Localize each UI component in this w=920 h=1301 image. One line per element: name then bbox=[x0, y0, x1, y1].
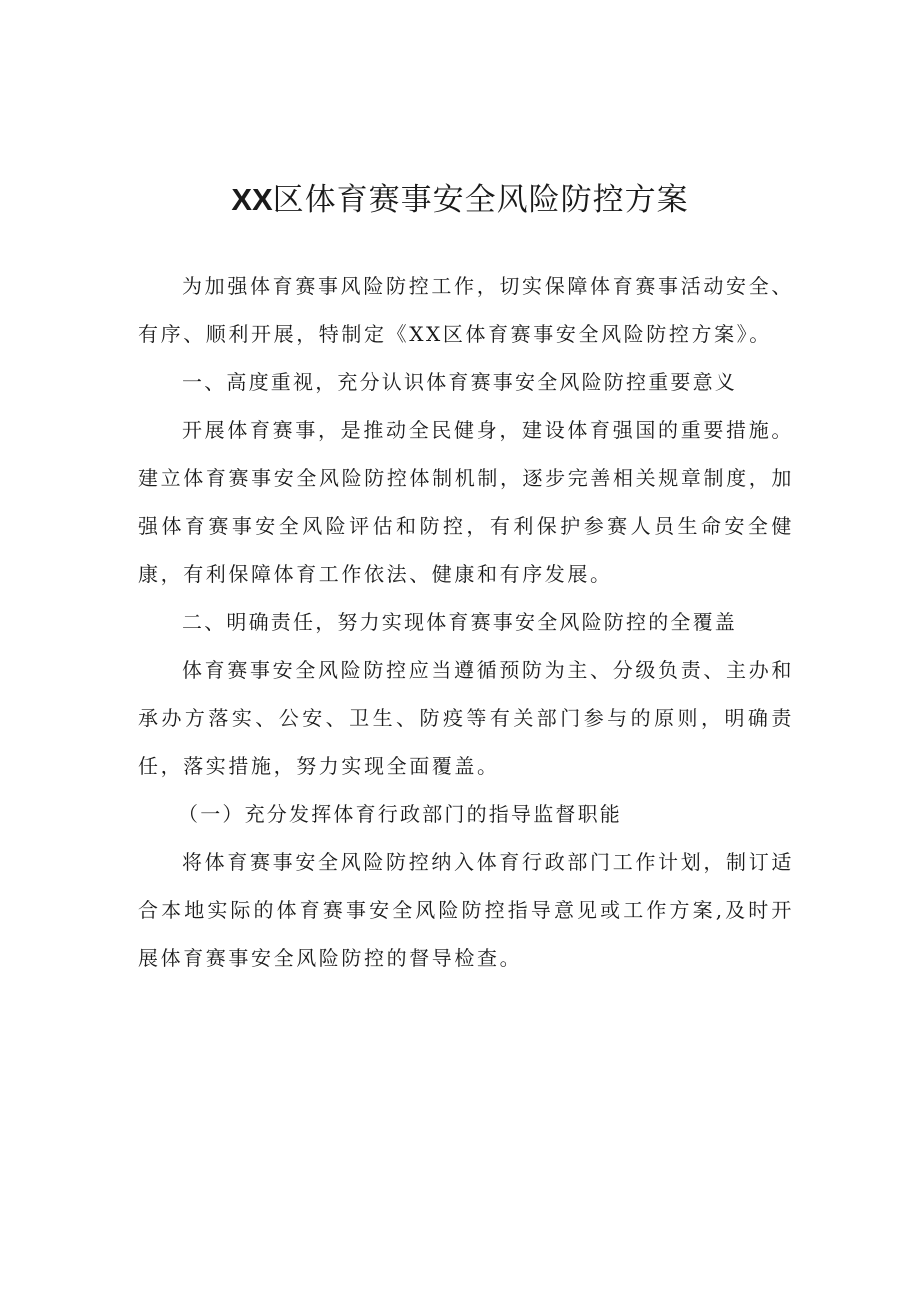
document-title bbox=[0, 178, 920, 222]
section-1-heading: 一、高度重视，充分认识体育赛事安全风险防控重要意义 bbox=[182, 370, 737, 394]
section-1-paragraph: 开展体育赛事，是推动全民健身，建设体育强国的重要措施。建立体育赛事安全风险防控体制机制，逐步完善相关规章制度，加强体育赛事安全风险评估和防控，有利保护参赛人员生命安全健康，有利保障体育工作依法、健康和有序发展。 bbox=[138, 418, 794, 586]
subsection-1-paragraph: 将体育赛事安全风险防控纳入体育行政部门工作计划，制订适合本地实际的体育赛事安全风险防控指导意见或工作方案,及时开展体育赛事安全风险防控的督导检查。 bbox=[138, 850, 794, 970]
title-prefix: XX bbox=[231, 182, 273, 217]
section-2-heading: 二、明确责任，努力实现体育赛事安全风险防控的全覆盖 bbox=[182, 610, 737, 634]
subsection-1-heading: （一）充分发挥体育行政部门的指导监督职能 bbox=[178, 802, 622, 826]
section-2-paragraph: 体育赛事安全风险防控应当遵循预防为主、分级负责、主办和承办方落实、公安、卫生、防疫等有关部门参与的原则，明确责任，落实措施，努力实现全面覆盖。 bbox=[138, 658, 794, 778]
intro-paragraph: 为加强体育赛事风险防控工作，切实保障体育赛事活动安全、有序、顺利开展，特制定《XX区体育赛事安全风险防控方案》。 bbox=[138, 274, 794, 346]
title-text: 区体育赛事安全风险防控方案 bbox=[272, 182, 689, 218]
